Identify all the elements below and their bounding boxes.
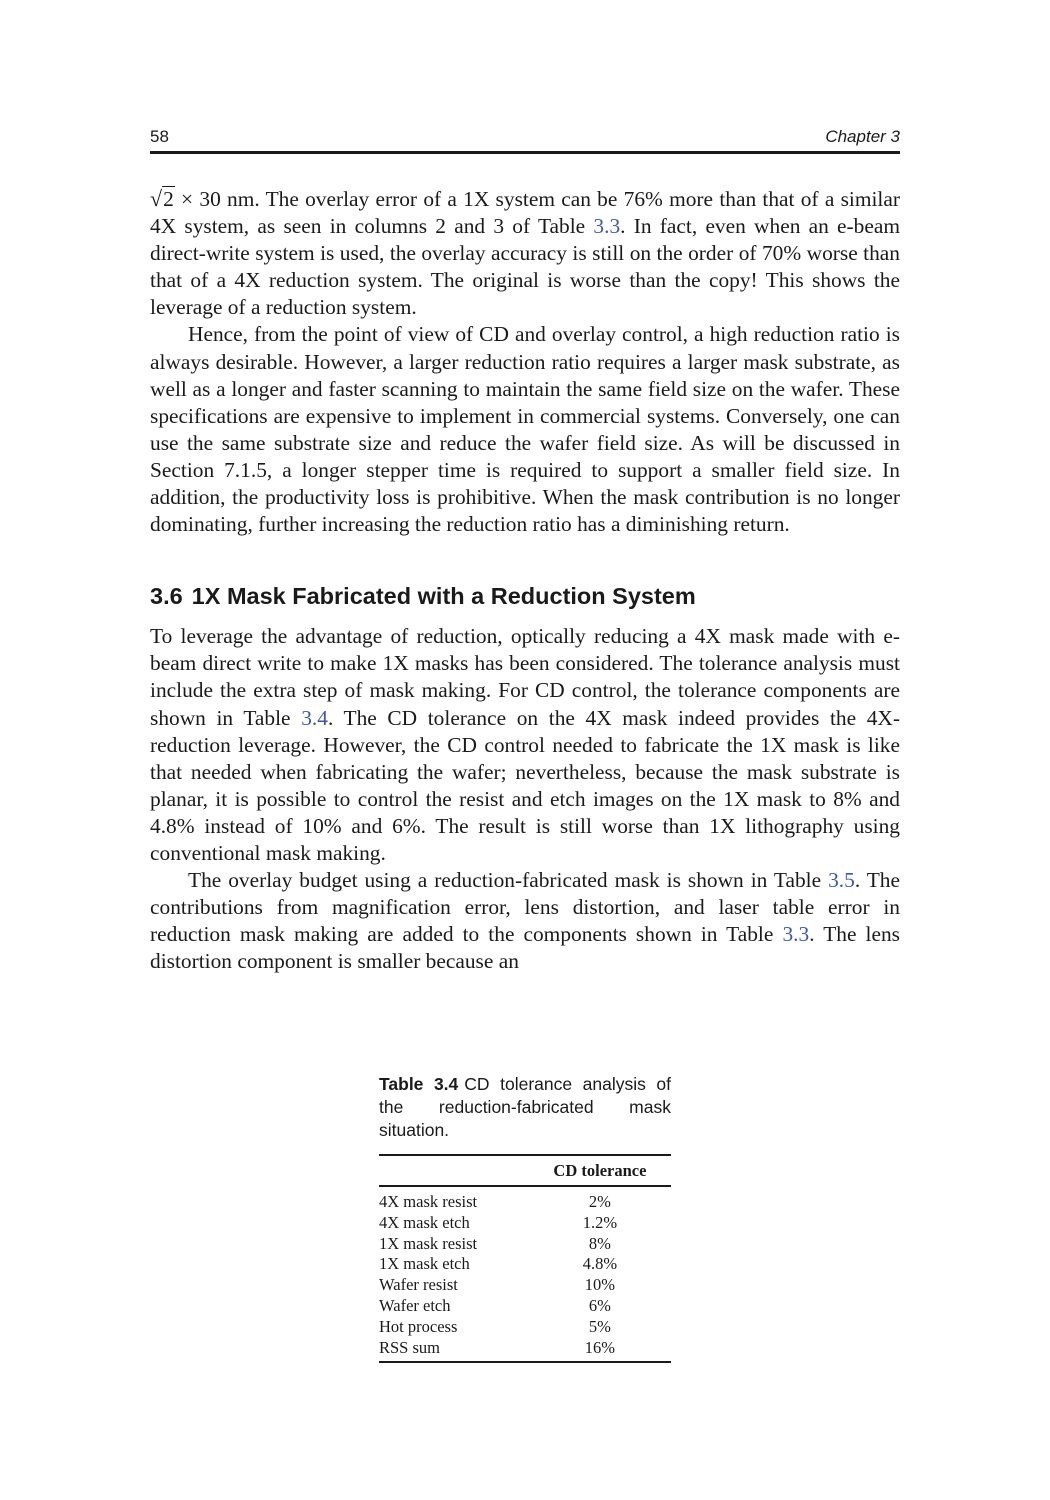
header-empty-cell: [379, 1155, 529, 1186]
radicand: 2: [163, 187, 174, 211]
paragraph-4: [150, 867, 900, 975]
row-value: 5%: [588, 1316, 611, 1336]
paragraph-4-text-c: . The lens distortion component is smaller because an: [150, 922, 900, 974]
paragraph-2: Hence, from the point of view of CD and overlay control, a high reduction ratio is always desirable. However, a larger reduction ratio requires a larger mask substrate, as well as a longer and faster scanning to maintain the same field size on the wafer. These specifications are expensive to implement in commercial systems. Conversely, one can use the same substrate size and reduce the wafer field size. As will be discussed in Section 7.1.5, a longer stepper time is required to support a smaller field size. In addition, the productivity loss is prohibitive. When the mask contribution is no longer dominating, further increasing the reduction ratio has a diminishing return.: [150, 322, 900, 537]
running-header: [150, 127, 900, 151]
row-label: Hot process: [379, 1316, 458, 1336]
table-caption: [379, 1073, 671, 1142]
table-row: [379, 1338, 671, 1363]
row-value: 10%: [584, 1275, 616, 1295]
paragraph-3: [150, 623, 900, 867]
column-header-cd-tolerance: CD tolerance: [529, 1155, 671, 1186]
table-row: [379, 1296, 671, 1317]
row-value: 1.2%: [582, 1212, 618, 1232]
paragraph-4-text-b: . The contributions from magnification error, lens distortion, and laser table error in reduction mask making are added to the components shown in Table: [150, 868, 900, 947]
row-value: 2%: [588, 1192, 611, 1211]
table-header-row: [379, 1155, 671, 1186]
row-label: RSS sum: [379, 1338, 529, 1363]
paragraph-4-text-a: The overlay budget using a reduction-fabricated mask is shown in Table: [188, 868, 829, 893]
paragraph-3-text-a: To leverage the advantage of reduction, optically reducing a 4X mask made with e-beam direct write to make 1X masks has been considered. The tolerance analysis must include the extra step of mask making. For CD control, the tolerance components are shown in Table: [150, 624, 900, 730]
row-value: 8%: [588, 1233, 611, 1253]
table-ref-link[interactable]: 3.3: [593, 214, 621, 239]
table-row: [379, 1254, 671, 1275]
table-row: [379, 1317, 671, 1338]
chapter-label: Chapter 3: [825, 127, 900, 146]
row-label: Wafer etch: [379, 1295, 451, 1315]
table-caption-text: CD tolerance analysis of the reduction-fabricated mask situation.: [379, 1074, 671, 1140]
section-title: 1X Mask Fabricated with a Reduction System: [191, 583, 696, 610]
row-label: 4X mask etch: [379, 1212, 470, 1232]
sqrt-expression: [150, 185, 175, 213]
row-label: 1X mask resist: [379, 1233, 478, 1253]
cd-tolerance-table: [379, 1154, 671, 1363]
row-value: 16%: [529, 1338, 671, 1363]
section-heading: [150, 582, 900, 610]
paragraph-1-text-b: . In fact, even when an e-beam direct-write system is used, the overlay accuracy is still on the order of 70% worse than that of a 4X reduction system. The original is worse than the copy! This shows the leverage of a reduction system.: [150, 214, 901, 320]
row-label: 1X mask etch: [379, 1254, 470, 1274]
table-ref-link[interactable]: 3.3: [782, 922, 810, 947]
paragraph-3-text-b: . The CD tolerance on the 4X mask indeed provides the 4X-reduction leverage. However, the CD control needed to fabricate the 1X mask is like that needed when fabricating the wafer; nevertheless, because the mask substrate is planar, it is possible to control the resist and etch images on the 1X mask to 8% and 4.8% instead of 10% and 6%. The result is still worse than 1X lithography using conventional mask making.: [150, 705, 900, 865]
table-row: [379, 1275, 671, 1296]
radical-sign: √: [150, 186, 163, 211]
section-number: 3.6: [150, 583, 183, 610]
table-row: [379, 1234, 671, 1255]
row-label: 4X mask resist: [379, 1192, 478, 1211]
table-caption-label: Table 3.4: [379, 1074, 459, 1094]
table-row: [379, 1213, 671, 1234]
page-number: 58: [150, 127, 169, 146]
row-value: 6%: [588, 1295, 611, 1315]
paragraph-1: [150, 185, 900, 321]
body-text: [150, 185, 900, 975]
row-label: Wafer resist: [379, 1275, 458, 1295]
table-row: [379, 1186, 671, 1213]
table-ref-link[interactable]: 3.5: [828, 868, 855, 893]
row-value: 4.8%: [582, 1254, 618, 1274]
header-rule: [150, 151, 900, 154]
table-3-4: [379, 1073, 671, 1363]
paragraph-1-text-a: × 30 nm. The overlay error of a 1X system can be 76% more than that of a similar 4X system, as seen in columns 2 and 3 of Table: [150, 187, 900, 239]
table-ref-link[interactable]: 3.4: [301, 705, 328, 730]
